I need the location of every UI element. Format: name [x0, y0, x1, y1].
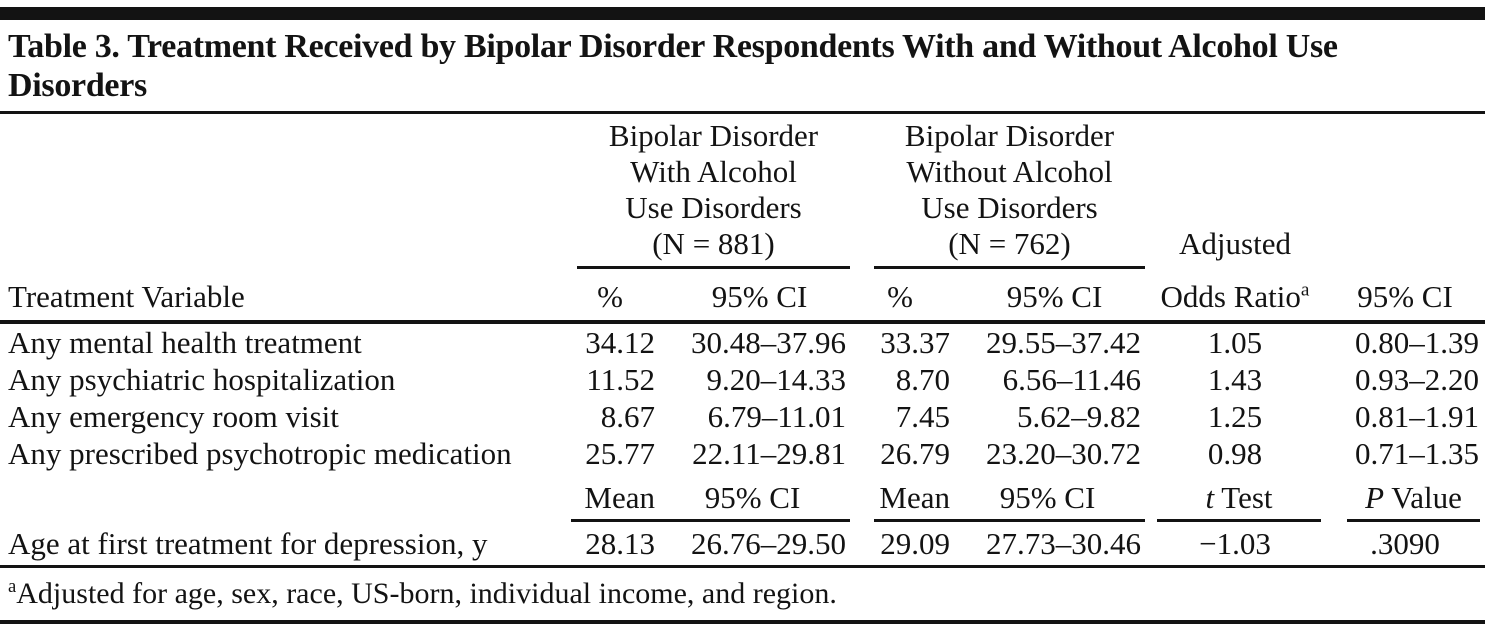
table-body [0, 322, 1485, 567]
t-test-italic: t [1205, 480, 1215, 516]
ci3-value: 0.93–2.20 [1355, 361, 1479, 397]
group-header-with-aud [565, 114, 850, 269]
group-header-with-aud-block [577, 114, 850, 269]
t-test-value: −1.03 [1145, 522, 1325, 567]
pct-header-group2: % [850, 269, 950, 322]
footnote-text: Adjusted for age, sex, race, US-born, individual income, and region. [16, 577, 837, 611]
group2-line2: Without Alcohol [906, 154, 1113, 190]
ci-header-group1: 95% CI [655, 269, 850, 322]
ci2-value: 23.20–30.72 [986, 435, 1141, 471]
pct2-value: 8.70 [895, 361, 950, 397]
aor-value: 0.98 [1207, 435, 1263, 471]
pct1-value: 34.12 [585, 324, 655, 360]
mean-ci2-value: 27.73–30.46 [950, 522, 1145, 567]
aor-footnote-marker: a [1300, 279, 1310, 301]
top-rule-thick [0, 7, 1485, 20]
group1-line1: Bipolar Disorder [608, 118, 819, 154]
table-row [0, 361, 1485, 398]
aor-header-label: Odds Ratio [1160, 279, 1301, 315]
row-label: Any emergency room visit [8, 398, 339, 434]
group2-sample-size: (N = 762) [948, 226, 1071, 262]
p-value-rest: Value [1384, 480, 1462, 516]
group2-line3: Use Disorders [921, 190, 1098, 226]
ci3-value: 0.80–1.39 [1355, 324, 1479, 360]
t-test-header-block [1157, 480, 1321, 522]
pct1-value: 11.52 [586, 361, 655, 397]
pct-header-group1: % [565, 269, 655, 322]
t-test-header [1145, 472, 1325, 522]
ci1-value: 30.48–37.96 [691, 324, 846, 360]
ci-header-aor: 95% CI [1325, 269, 1485, 322]
ci1-value: 9.20–14.33 [706, 361, 846, 397]
mean-header-row [0, 472, 1485, 522]
ci2-value: 5.62–9.82 [1017, 398, 1141, 434]
mean-ci-header-label: 95% CI [704, 480, 801, 516]
aor-header-top [1145, 114, 1325, 269]
row-label: Any prescribed psychotropic medication [8, 435, 512, 471]
footnote-marker: a [8, 576, 17, 598]
ci3-value: 0.81–1.91 [1355, 398, 1479, 434]
group2-line1: Bipolar Disorder [904, 118, 1115, 154]
group1-line2: With Alcohol [630, 154, 797, 190]
table-row [0, 435, 1485, 472]
mean-data-row [0, 522, 1485, 567]
mean-ci-header-label: 95% CI [999, 480, 1096, 516]
stub-spacer [0, 114, 565, 269]
mean-ci1-value: 26.76–29.50 [655, 522, 850, 567]
pct2-value: 7.45 [895, 398, 950, 434]
ci2-value: 29.55–37.42 [986, 324, 1141, 360]
p-value-header [1325, 472, 1485, 522]
ci1-value: 22.11–29.81 [692, 435, 846, 471]
ci-header-group2: 95% CI [950, 269, 1145, 322]
mean-header-group2-block [874, 480, 1145, 522]
table-row [0, 398, 1485, 435]
mean-header-group1 [565, 472, 850, 522]
ci3-header-spacer [1325, 114, 1485, 269]
group1-sample-size: (N = 881) [652, 226, 775, 262]
ci1-value: 6.79–11.01 [707, 398, 846, 434]
aor-value: 1.25 [1207, 398, 1263, 434]
p-value-italic: P [1365, 480, 1385, 516]
ci2-value: 6.56–11.46 [1002, 361, 1141, 397]
group1-line3: Use Disorders [625, 190, 802, 226]
p-value-header-block [1347, 480, 1480, 522]
aor-header-line2 [1145, 269, 1325, 322]
pct1-value: 8.67 [600, 398, 655, 434]
column-header-row [0, 269, 1485, 322]
mean-header-group2 [850, 472, 1145, 522]
table-row [0, 322, 1485, 361]
group-header-without-aud-block [874, 114, 1145, 269]
mid-stub-spacer [0, 472, 565, 522]
ci3-value: 0.71–1.35 [1355, 435, 1479, 471]
table-header [0, 114, 1485, 322]
treatment-table [0, 114, 1485, 568]
aor-header-line1: Adjusted [1179, 226, 1291, 262]
mean-header-label: Mean [879, 480, 950, 516]
pct1-value: 25.77 [585, 435, 655, 471]
row-label: Any psychiatric hospitalization [8, 361, 396, 397]
mean-header-group1-block [571, 480, 850, 522]
pct2-value: 26.79 [880, 435, 950, 471]
row-label: Age at first treatment for depression, y [0, 522, 565, 567]
group-header-without-aud [850, 114, 1145, 269]
t-test-rest: Test [1214, 480, 1273, 516]
mean1-value: 28.13 [565, 522, 655, 567]
aor-value: 1.43 [1207, 361, 1263, 397]
row-label: Any mental health treatment [8, 324, 362, 360]
p-value-value: .3090 [1325, 522, 1485, 567]
stub-header: Treatment Variable [0, 269, 565, 322]
mean2-value: 29.09 [850, 522, 950, 567]
pct2-value: 33.37 [880, 324, 950, 360]
group-header-row [0, 114, 1485, 269]
table-title: Table 3. Treatment Received by Bipolar Disorder Respondents With and Without Alcohol Use Disorders [8, 28, 1338, 105]
aor-value: 1.05 [1207, 324, 1263, 360]
bottom-rule [0, 620, 1485, 624]
mean-header-label: Mean [584, 480, 655, 516]
table-footnote [0, 576, 1485, 611]
